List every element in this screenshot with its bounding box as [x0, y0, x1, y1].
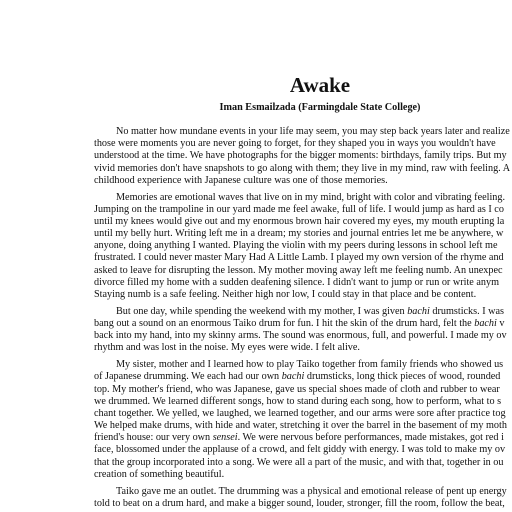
text-line: asked to leave for disrupting the lesson. My mother moving away left me feeling numb. An unexpec: [94, 264, 503, 276]
text-line: We helped make drums, with hide and water, stretching it over the barrel in the basement of my moth: [94, 420, 507, 432]
text-line: rhythm and was lost in the noise. My eyes were wide. I felt alive.: [94, 342, 360, 354]
text-line: face, blossomed under the applause of a crowd, and felt giddy with energy. I was told to make my ov: [94, 444, 506, 456]
essay-body: [94, 126, 512, 512]
text-line: Memories are emotional waves that live on in my mind, bright with color and vibrating feeling.: [116, 191, 506, 203]
text-line: vivid memories don't have snapshots to go along with them; they live in my mind, raw with feeling. A: [94, 162, 511, 174]
text-line: divorce filled my home with a sudden deafening silence. I didn't want to jump or run or write anym: [94, 276, 499, 288]
text-line: of Japanese drumming. We each had our own bachi drumsticks, long thick pieces of wood, rounded: [94, 371, 501, 383]
text-line: frustrated. I could never master Mary Had A Little Lamb. I played my own version of the rhyme and: [94, 252, 504, 264]
paragraph: [94, 486, 512, 510]
text-line: creation of something beautiful.: [94, 468, 225, 480]
paragraph: [94, 306, 512, 355]
paragraph: [94, 192, 512, 302]
text-line: we drummed. We learned different songs, how to stand during each song, how to perform, what to s: [94, 395, 502, 407]
text-line: top. My mother's friend, who was Japanese, gave us special shoes made of cloth and rubber to wear: [94, 383, 500, 395]
essay-title: Awake: [289, 73, 351, 97]
text-line: understood at the time. We have photographs for the bigger moments: birthdays, family trips. But my: [94, 150, 507, 162]
text-line: that the group incorporated into a song. We were all a part of the music, and with that, together in ou: [94, 456, 504, 468]
text-line: until my belly hurt. Writing left me in a dream; my stories and journal entries let me be anywhere, w: [94, 228, 504, 240]
text-line: childhood experience with Japanese culture was one of those memories.: [94, 174, 388, 186]
text-line: But one day, while spending the weekend with my mother, I was given bachi drumsticks. I was: [116, 305, 504, 317]
essay-author: Iman Esmailzada (Farmingdale State College): [219, 102, 421, 113]
text-line: those were moments you are never going to forget, for they shaped you in ways you wouldn't have: [94, 138, 496, 150]
paragraph: [94, 126, 512, 187]
text-line: told to beat on a drum hard, and make a bigger sound, louder, stronger, fill the room, follow the beat,: [94, 497, 505, 509]
text-line: anyone, doing anything I wanted. Playing the violin with my peers during lessons in school left me: [94, 240, 498, 252]
text-line: friend's house: our very own sensei. We were nervous before performances, made mistakes, got red i: [94, 432, 504, 444]
text-line: back into my hand, into my skinny arms. The sound was enormous, full, and powerful. I made my ov: [94, 330, 507, 342]
text-line: Taiko gave me an outlet. The drumming was a physical and emotional release of pent up energy: [116, 485, 507, 497]
text-line: until my knees would give out and my enormous brown hair covered my eyes, my mouth erupting la: [94, 215, 505, 227]
text-line: Staying numb is a safe feeling. Neither high nor low, I could stay in that place and be content.: [94, 289, 477, 301]
text-line: No matter how mundane events in your life may seem, you may step back years later and realize: [116, 126, 510, 137]
text-line: chant together. We yelled, we laughed, we learned together, and our arms were sore after practice tog: [94, 407, 506, 419]
text-line: bang out a sound on an enormous Taiko drum for fun. I hit the skin of the drum hard, felt the bachi v: [94, 318, 505, 329]
text-line: Jumping on the trampoline in our yard made me feel awake, full of life. I would jump as hard as I co: [94, 203, 504, 215]
text-line: My sister, mother and I learned how to play Taiko together from family friends who showed us: [116, 359, 504, 371]
paragraph: [94, 359, 512, 481]
